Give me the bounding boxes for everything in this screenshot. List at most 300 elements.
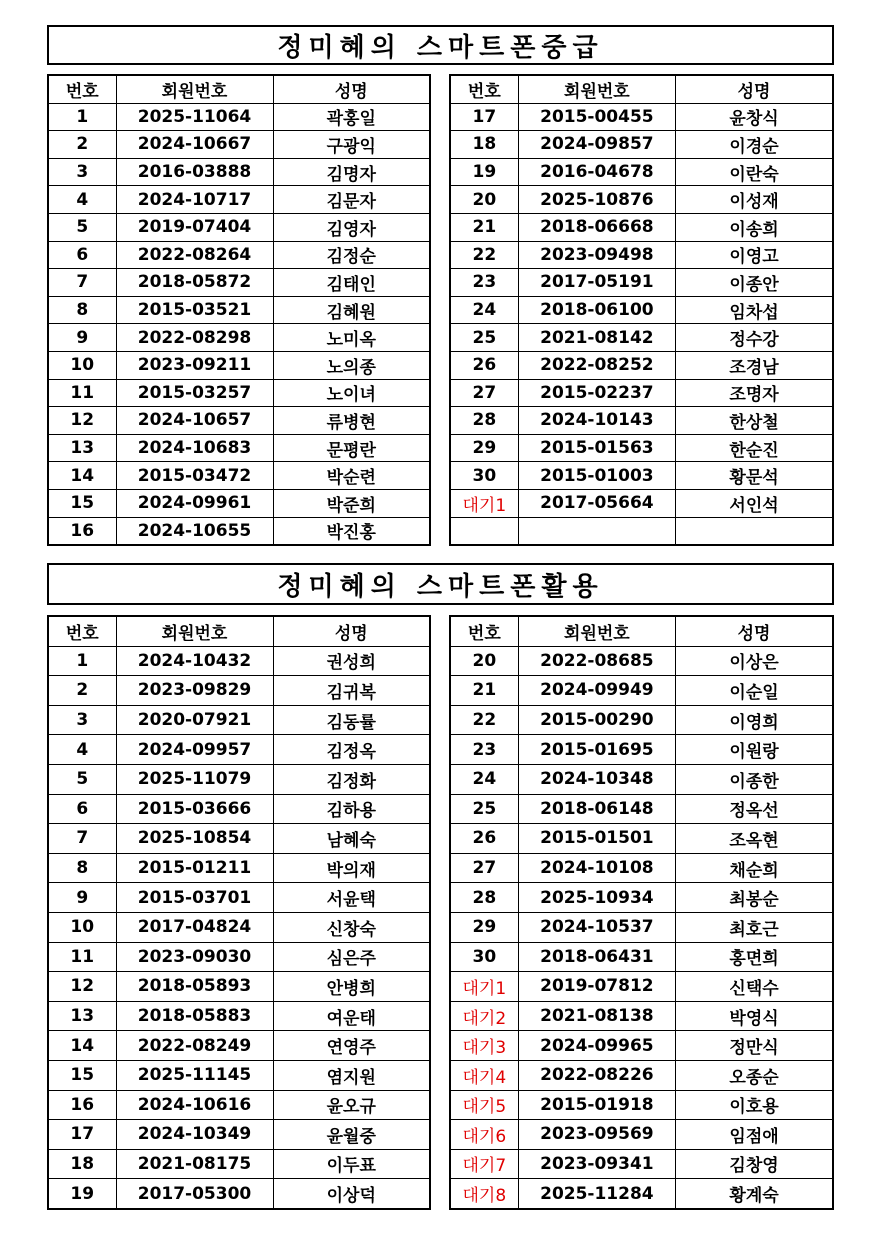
cell-number: 13 — [48, 1001, 116, 1031]
cell-name: 이영고 — [676, 241, 833, 269]
cell-name: 조명자 — [676, 379, 833, 407]
cell-number: 대기8 — [450, 1179, 518, 1209]
table-row — [450, 764, 833, 794]
table-row — [48, 735, 430, 765]
cell-member-id: 2016-03888 — [116, 158, 273, 186]
cell-member-id: 2021-08138 — [518, 1001, 675, 1031]
cell-number — [450, 517, 518, 545]
cell-number: 6 — [48, 241, 116, 269]
cell-member-id: 2015-01695 — [518, 735, 675, 765]
cell-name: 황계숙 — [676, 1179, 833, 1209]
cell-member-id: 2017-05191 — [518, 269, 675, 297]
cell-number: 30 — [450, 462, 518, 490]
table-row — [450, 1179, 833, 1209]
cell-name: 이영희 — [676, 705, 833, 735]
cell-name: 이두표 — [273, 1149, 430, 1179]
table-row — [450, 1060, 833, 1090]
table-row — [450, 676, 833, 706]
cell-member-id: 2024-10108 — [518, 853, 675, 883]
cell-name: 최호근 — [676, 912, 833, 942]
cell-number: 8 — [48, 853, 116, 883]
cell-member-id: 2015-03257 — [116, 379, 273, 407]
cell-number: 29 — [450, 434, 518, 462]
table-row — [450, 1120, 833, 1150]
table-row — [48, 1060, 430, 1090]
cell-number: 1 — [48, 103, 116, 131]
cell-name: 김귀복 — [273, 676, 430, 706]
table-row — [48, 407, 430, 435]
section-title-practical: 정미혜의 스마트폰활용 — [47, 563, 834, 605]
cell-member-id: 2018-06668 — [518, 213, 675, 241]
cell-number: 10 — [48, 351, 116, 379]
table-header-row — [48, 616, 430, 646]
cell-number: 대기3 — [450, 1031, 518, 1061]
cell-name: 정만식 — [676, 1031, 833, 1061]
cell-member-id: 2017-04824 — [116, 912, 273, 942]
cell-name: 심은주 — [273, 942, 430, 972]
cell-member-id: 2024-10348 — [518, 764, 675, 794]
cell-name: 한상철 — [676, 407, 833, 435]
table-row — [48, 1031, 430, 1061]
cell-name: 조옥현 — [676, 824, 833, 854]
cell-name: 김정화 — [273, 764, 430, 794]
cell-number: 20 — [450, 646, 518, 676]
cell-member-id: 2022-08252 — [518, 351, 675, 379]
cell-number: 26 — [450, 824, 518, 854]
cell-name: 이호용 — [676, 1090, 833, 1120]
cell-name: 이성재 — [676, 186, 833, 214]
cell-number: 대기7 — [450, 1149, 518, 1179]
table-row — [48, 824, 430, 854]
cell-member-id: 2015-01003 — [518, 462, 675, 490]
cell-number: 26 — [450, 351, 518, 379]
cell-name: 김태인 — [273, 269, 430, 297]
table-row — [450, 1149, 833, 1179]
cell-member-id: 2015-03666 — [116, 794, 273, 824]
table-row — [450, 912, 833, 942]
table-header-row — [450, 75, 833, 103]
cell-name: 윤창식 — [676, 103, 833, 131]
cell-number: 11 — [48, 379, 116, 407]
cell-number: 24 — [450, 764, 518, 794]
cell-member-id: 2024-10143 — [518, 407, 675, 435]
cell-number: 28 — [450, 883, 518, 913]
cell-number: 대기5 — [450, 1090, 518, 1120]
table-row — [48, 1001, 430, 1031]
cell-member-id: 2017-05300 — [116, 1179, 273, 1209]
cell-number: 21 — [450, 213, 518, 241]
cell-member-id: 2022-08298 — [116, 324, 273, 352]
table-row — [450, 1031, 833, 1061]
table-row — [450, 462, 833, 490]
cell-member-id: 2023-09569 — [518, 1120, 675, 1150]
header-number: 번호 — [48, 616, 116, 646]
table-row — [48, 1090, 430, 1120]
table-row — [48, 705, 430, 735]
cell-number: 14 — [48, 1031, 116, 1061]
cell-name: 권성희 — [273, 646, 430, 676]
cell-number: 15 — [48, 1060, 116, 1090]
cell-name: 안병희 — [273, 972, 430, 1002]
cell-member-id: 2025-10854 — [116, 824, 273, 854]
cell-name: 김문자 — [273, 186, 430, 214]
table-row — [48, 1179, 430, 1209]
cell-member-id: 2015-01211 — [116, 853, 273, 883]
cell-number: 13 — [48, 434, 116, 462]
header-member-id: 회원번호 — [116, 616, 273, 646]
cell-name: 정수강 — [676, 324, 833, 352]
cell-number: 7 — [48, 269, 116, 297]
cell-member-id: 2024-10432 — [116, 646, 273, 676]
cell-member-id: 2016-04678 — [518, 158, 675, 186]
cell-member-id: 2022-08264 — [116, 241, 273, 269]
header-number: 번호 — [48, 75, 116, 103]
table-row — [450, 517, 833, 545]
cell-member-id: 2015-01501 — [518, 824, 675, 854]
cell-name: 박영식 — [676, 1001, 833, 1031]
cell-member-id: 2015-01563 — [518, 434, 675, 462]
cell-name: 여운태 — [273, 1001, 430, 1031]
cell-member-id: 2018-06431 — [518, 942, 675, 972]
cell-name: 박순련 — [273, 462, 430, 490]
table-row — [450, 269, 833, 297]
table-row — [450, 646, 833, 676]
header-name: 성명 — [273, 616, 430, 646]
cell-name: 김혜원 — [273, 296, 430, 324]
cell-number: 12 — [48, 972, 116, 1002]
cell-number: 25 — [450, 794, 518, 824]
cell-number: 30 — [450, 942, 518, 972]
cell-name: 문평란 — [273, 434, 430, 462]
cell-number: 2 — [48, 676, 116, 706]
table-row — [450, 972, 833, 1002]
header-number: 번호 — [450, 75, 518, 103]
cell-member-id: 2018-05893 — [116, 972, 273, 1002]
cell-name: 김정옥 — [273, 735, 430, 765]
cell-member-id: 2025-11064 — [116, 103, 273, 131]
cell-number: 대기1 — [450, 489, 518, 517]
cell-name: 신택수 — [676, 972, 833, 1002]
cell-number: 9 — [48, 883, 116, 913]
cell-name: 염지원 — [273, 1060, 430, 1090]
cell-member-id: 2022-08685 — [518, 646, 675, 676]
cell-name: 최봉순 — [676, 883, 833, 913]
cell-member-id: 2025-11284 — [518, 1179, 675, 1209]
table-row — [450, 158, 833, 186]
table-row — [48, 324, 430, 352]
header-name: 성명 — [676, 616, 833, 646]
table-row — [450, 794, 833, 824]
cell-member-id: 2023-09211 — [116, 351, 273, 379]
table-row — [48, 351, 430, 379]
cell-member-id: 2023-09341 — [518, 1149, 675, 1179]
table-row — [450, 1001, 833, 1031]
cell-name: 박준희 — [273, 489, 430, 517]
cell-name: 신창숙 — [273, 912, 430, 942]
cell-name: 윤월중 — [273, 1120, 430, 1150]
cell-number: 6 — [48, 794, 116, 824]
table-row — [450, 213, 833, 241]
table-row — [48, 489, 430, 517]
table-row — [450, 296, 833, 324]
cell-member-id: 2021-08142 — [518, 324, 675, 352]
table-row — [450, 241, 833, 269]
table-row — [450, 379, 833, 407]
roster-table-intermediate-right — [449, 74, 834, 546]
cell-member-id: 2024-09965 — [518, 1031, 675, 1061]
cell-member-id: 2017-05664 — [518, 489, 675, 517]
cell-member-id: 2015-03521 — [116, 296, 273, 324]
cell-number: 20 — [450, 186, 518, 214]
roster-table-practical-left — [47, 615, 431, 1210]
cell-member-id: 2024-09961 — [116, 489, 273, 517]
header-member-id: 회원번호 — [116, 75, 273, 103]
cell-member-id: 2015-03701 — [116, 883, 273, 913]
cell-name: 임차섭 — [676, 296, 833, 324]
cell-number: 2 — [48, 131, 116, 159]
table-row — [450, 434, 833, 462]
cell-number: 23 — [450, 269, 518, 297]
cell-number: 5 — [48, 213, 116, 241]
cell-member-id: 2019-07404 — [116, 213, 273, 241]
cell-name: 채순희 — [676, 853, 833, 883]
cell-number: 대기6 — [450, 1120, 518, 1150]
cell-name: 박진홍 — [273, 517, 430, 545]
table-row — [48, 676, 430, 706]
cell-member-id: 2025-11145 — [116, 1060, 273, 1090]
section-title-intermediate: 정미혜의 스마트폰중급 — [47, 25, 834, 65]
cell-name: 서인석 — [676, 489, 833, 517]
cell-name: 홍면희 — [676, 942, 833, 972]
cell-name: 류병현 — [273, 407, 430, 435]
table-row — [450, 103, 833, 131]
cell-member-id: 2015-01918 — [518, 1090, 675, 1120]
cell-number: 19 — [450, 158, 518, 186]
cell-name: 윤오규 — [273, 1090, 430, 1120]
cell-number: 12 — [48, 407, 116, 435]
cell-member-id: 2018-06148 — [518, 794, 675, 824]
table-row — [48, 912, 430, 942]
cell-number: 25 — [450, 324, 518, 352]
cell-member-id: 2024-10667 — [116, 131, 273, 159]
header-member-id: 회원번호 — [518, 616, 675, 646]
cell-number: 14 — [48, 462, 116, 490]
cell-name: 연영주 — [273, 1031, 430, 1061]
cell-number: 28 — [450, 407, 518, 435]
table-row — [48, 1120, 430, 1150]
cell-member-id: 2023-09030 — [116, 942, 273, 972]
cell-name: 이종안 — [676, 269, 833, 297]
header-number: 번호 — [450, 616, 518, 646]
cell-name: 박의재 — [273, 853, 430, 883]
cell-number: 27 — [450, 379, 518, 407]
cell-number: 3 — [48, 158, 116, 186]
cell-number: 16 — [48, 1090, 116, 1120]
cell-number: 11 — [48, 942, 116, 972]
cell-number: 4 — [48, 735, 116, 765]
cell-member-id: 2018-05883 — [116, 1001, 273, 1031]
cell-member-id: 2024-10349 — [116, 1120, 273, 1150]
cell-number: 8 — [48, 296, 116, 324]
cell-member-id: 2025-10934 — [518, 883, 675, 913]
table-row — [48, 794, 430, 824]
table-row — [450, 186, 833, 214]
cell-member-id: 2023-09498 — [518, 241, 675, 269]
table-row — [450, 705, 833, 735]
table-row — [48, 853, 430, 883]
cell-name: 노미옥 — [273, 324, 430, 352]
cell-member-id: 2021-08175 — [116, 1149, 273, 1179]
cell-number: 23 — [450, 735, 518, 765]
cell-member-id: 2023-09829 — [116, 676, 273, 706]
cell-number: 18 — [48, 1149, 116, 1179]
table-header-row — [450, 616, 833, 646]
cell-name: 김하용 — [273, 794, 430, 824]
table-row — [48, 517, 430, 545]
cell-name: 이원랑 — [676, 735, 833, 765]
table-row — [48, 241, 430, 269]
cell-name: 이상은 — [676, 646, 833, 676]
table-row — [48, 269, 430, 297]
table-row — [450, 131, 833, 159]
cell-number: 27 — [450, 853, 518, 883]
cell-name: 이송희 — [676, 213, 833, 241]
cell-name: 김동률 — [273, 705, 430, 735]
table-header-row — [48, 75, 430, 103]
cell-member-id: 2019-07812 — [518, 972, 675, 1002]
cell-number: 10 — [48, 912, 116, 942]
table-row — [48, 213, 430, 241]
cell-number: 15 — [48, 489, 116, 517]
cell-name: 오종순 — [676, 1060, 833, 1090]
table-row — [450, 883, 833, 913]
cell-number: 5 — [48, 764, 116, 794]
cell-number: 24 — [450, 296, 518, 324]
table-row — [450, 942, 833, 972]
cell-number: 16 — [48, 517, 116, 545]
cell-name: 김정순 — [273, 241, 430, 269]
cell-number: 3 — [48, 705, 116, 735]
table-row — [48, 379, 430, 407]
table-row — [48, 186, 430, 214]
cell-member-id: 2024-10655 — [116, 517, 273, 545]
cell-name: 조경남 — [676, 351, 833, 379]
cell-name: 곽홍일 — [273, 103, 430, 131]
cell-name: 김영자 — [273, 213, 430, 241]
table-row — [48, 764, 430, 794]
cell-name — [676, 517, 833, 545]
cell-member-id: 2025-11079 — [116, 764, 273, 794]
roster-table-practical-right — [449, 615, 834, 1210]
table-row — [48, 1149, 430, 1179]
cell-name: 정옥선 — [676, 794, 833, 824]
table-row — [48, 434, 430, 462]
cell-name: 이종한 — [676, 764, 833, 794]
table-row — [450, 1090, 833, 1120]
roster-table-intermediate-left — [47, 74, 431, 546]
cell-name: 김창영 — [676, 1149, 833, 1179]
cell-name: 한순진 — [676, 434, 833, 462]
table-row — [450, 324, 833, 352]
cell-number: 4 — [48, 186, 116, 214]
cell-name: 이상덕 — [273, 1179, 430, 1209]
cell-name: 황문석 — [676, 462, 833, 490]
cell-member-id: 2022-08249 — [116, 1031, 273, 1061]
cell-number: 7 — [48, 824, 116, 854]
cell-number: 1 — [48, 646, 116, 676]
table-row — [450, 351, 833, 379]
cell-member-id: 2024-10683 — [116, 434, 273, 462]
cell-name: 남혜숙 — [273, 824, 430, 854]
cell-name: 이순일 — [676, 676, 833, 706]
cell-number: 17 — [48, 1120, 116, 1150]
cell-name: 이란숙 — [676, 158, 833, 186]
table-row — [450, 489, 833, 517]
cell-name: 김명자 — [273, 158, 430, 186]
table-row — [48, 158, 430, 186]
cell-member-id: 2024-10717 — [116, 186, 273, 214]
cell-member-id: 2024-10537 — [518, 912, 675, 942]
cell-name: 구광익 — [273, 131, 430, 159]
table-row — [450, 735, 833, 765]
cell-number: 22 — [450, 241, 518, 269]
cell-member-id: 2024-09957 — [116, 735, 273, 765]
table-row — [450, 407, 833, 435]
cell-number: 대기1 — [450, 972, 518, 1002]
cell-name: 노이녀 — [273, 379, 430, 407]
cell-member-id: 2025-10876 — [518, 186, 675, 214]
table-row — [48, 883, 430, 913]
cell-member-id: 2015-00455 — [518, 103, 675, 131]
table-row — [48, 131, 430, 159]
cell-number: 9 — [48, 324, 116, 352]
header-name: 성명 — [273, 75, 430, 103]
cell-member-id: 2022-08226 — [518, 1060, 675, 1090]
cell-name: 이경순 — [676, 131, 833, 159]
cell-member-id: 2024-09857 — [518, 131, 675, 159]
cell-member-id: 2015-03472 — [116, 462, 273, 490]
cell-name: 노의종 — [273, 351, 430, 379]
cell-member-id: 2015-02237 — [518, 379, 675, 407]
table-row — [48, 646, 430, 676]
cell-number: 17 — [450, 103, 518, 131]
cell-number: 18 — [450, 131, 518, 159]
cell-member-id: 2024-09949 — [518, 676, 675, 706]
cell-member-id — [518, 517, 675, 545]
cell-member-id: 2024-10616 — [116, 1090, 273, 1120]
table-row — [48, 972, 430, 1002]
cell-number: 22 — [450, 705, 518, 735]
header-name: 성명 — [676, 75, 833, 103]
table-row — [48, 942, 430, 972]
cell-number: 대기2 — [450, 1001, 518, 1031]
table-row — [48, 103, 430, 131]
table-row — [450, 853, 833, 883]
table-row — [48, 296, 430, 324]
table-row — [48, 462, 430, 490]
cell-number: 29 — [450, 912, 518, 942]
cell-member-id: 2015-00290 — [518, 705, 675, 735]
cell-number: 19 — [48, 1179, 116, 1209]
cell-name: 서윤택 — [273, 883, 430, 913]
cell-number: 대기4 — [450, 1060, 518, 1090]
cell-member-id: 2018-06100 — [518, 296, 675, 324]
cell-member-id: 2024-10657 — [116, 407, 273, 435]
table-row — [450, 824, 833, 854]
cell-member-id: 2018-05872 — [116, 269, 273, 297]
cell-name: 임점애 — [676, 1120, 833, 1150]
header-member-id: 회원번호 — [518, 75, 675, 103]
